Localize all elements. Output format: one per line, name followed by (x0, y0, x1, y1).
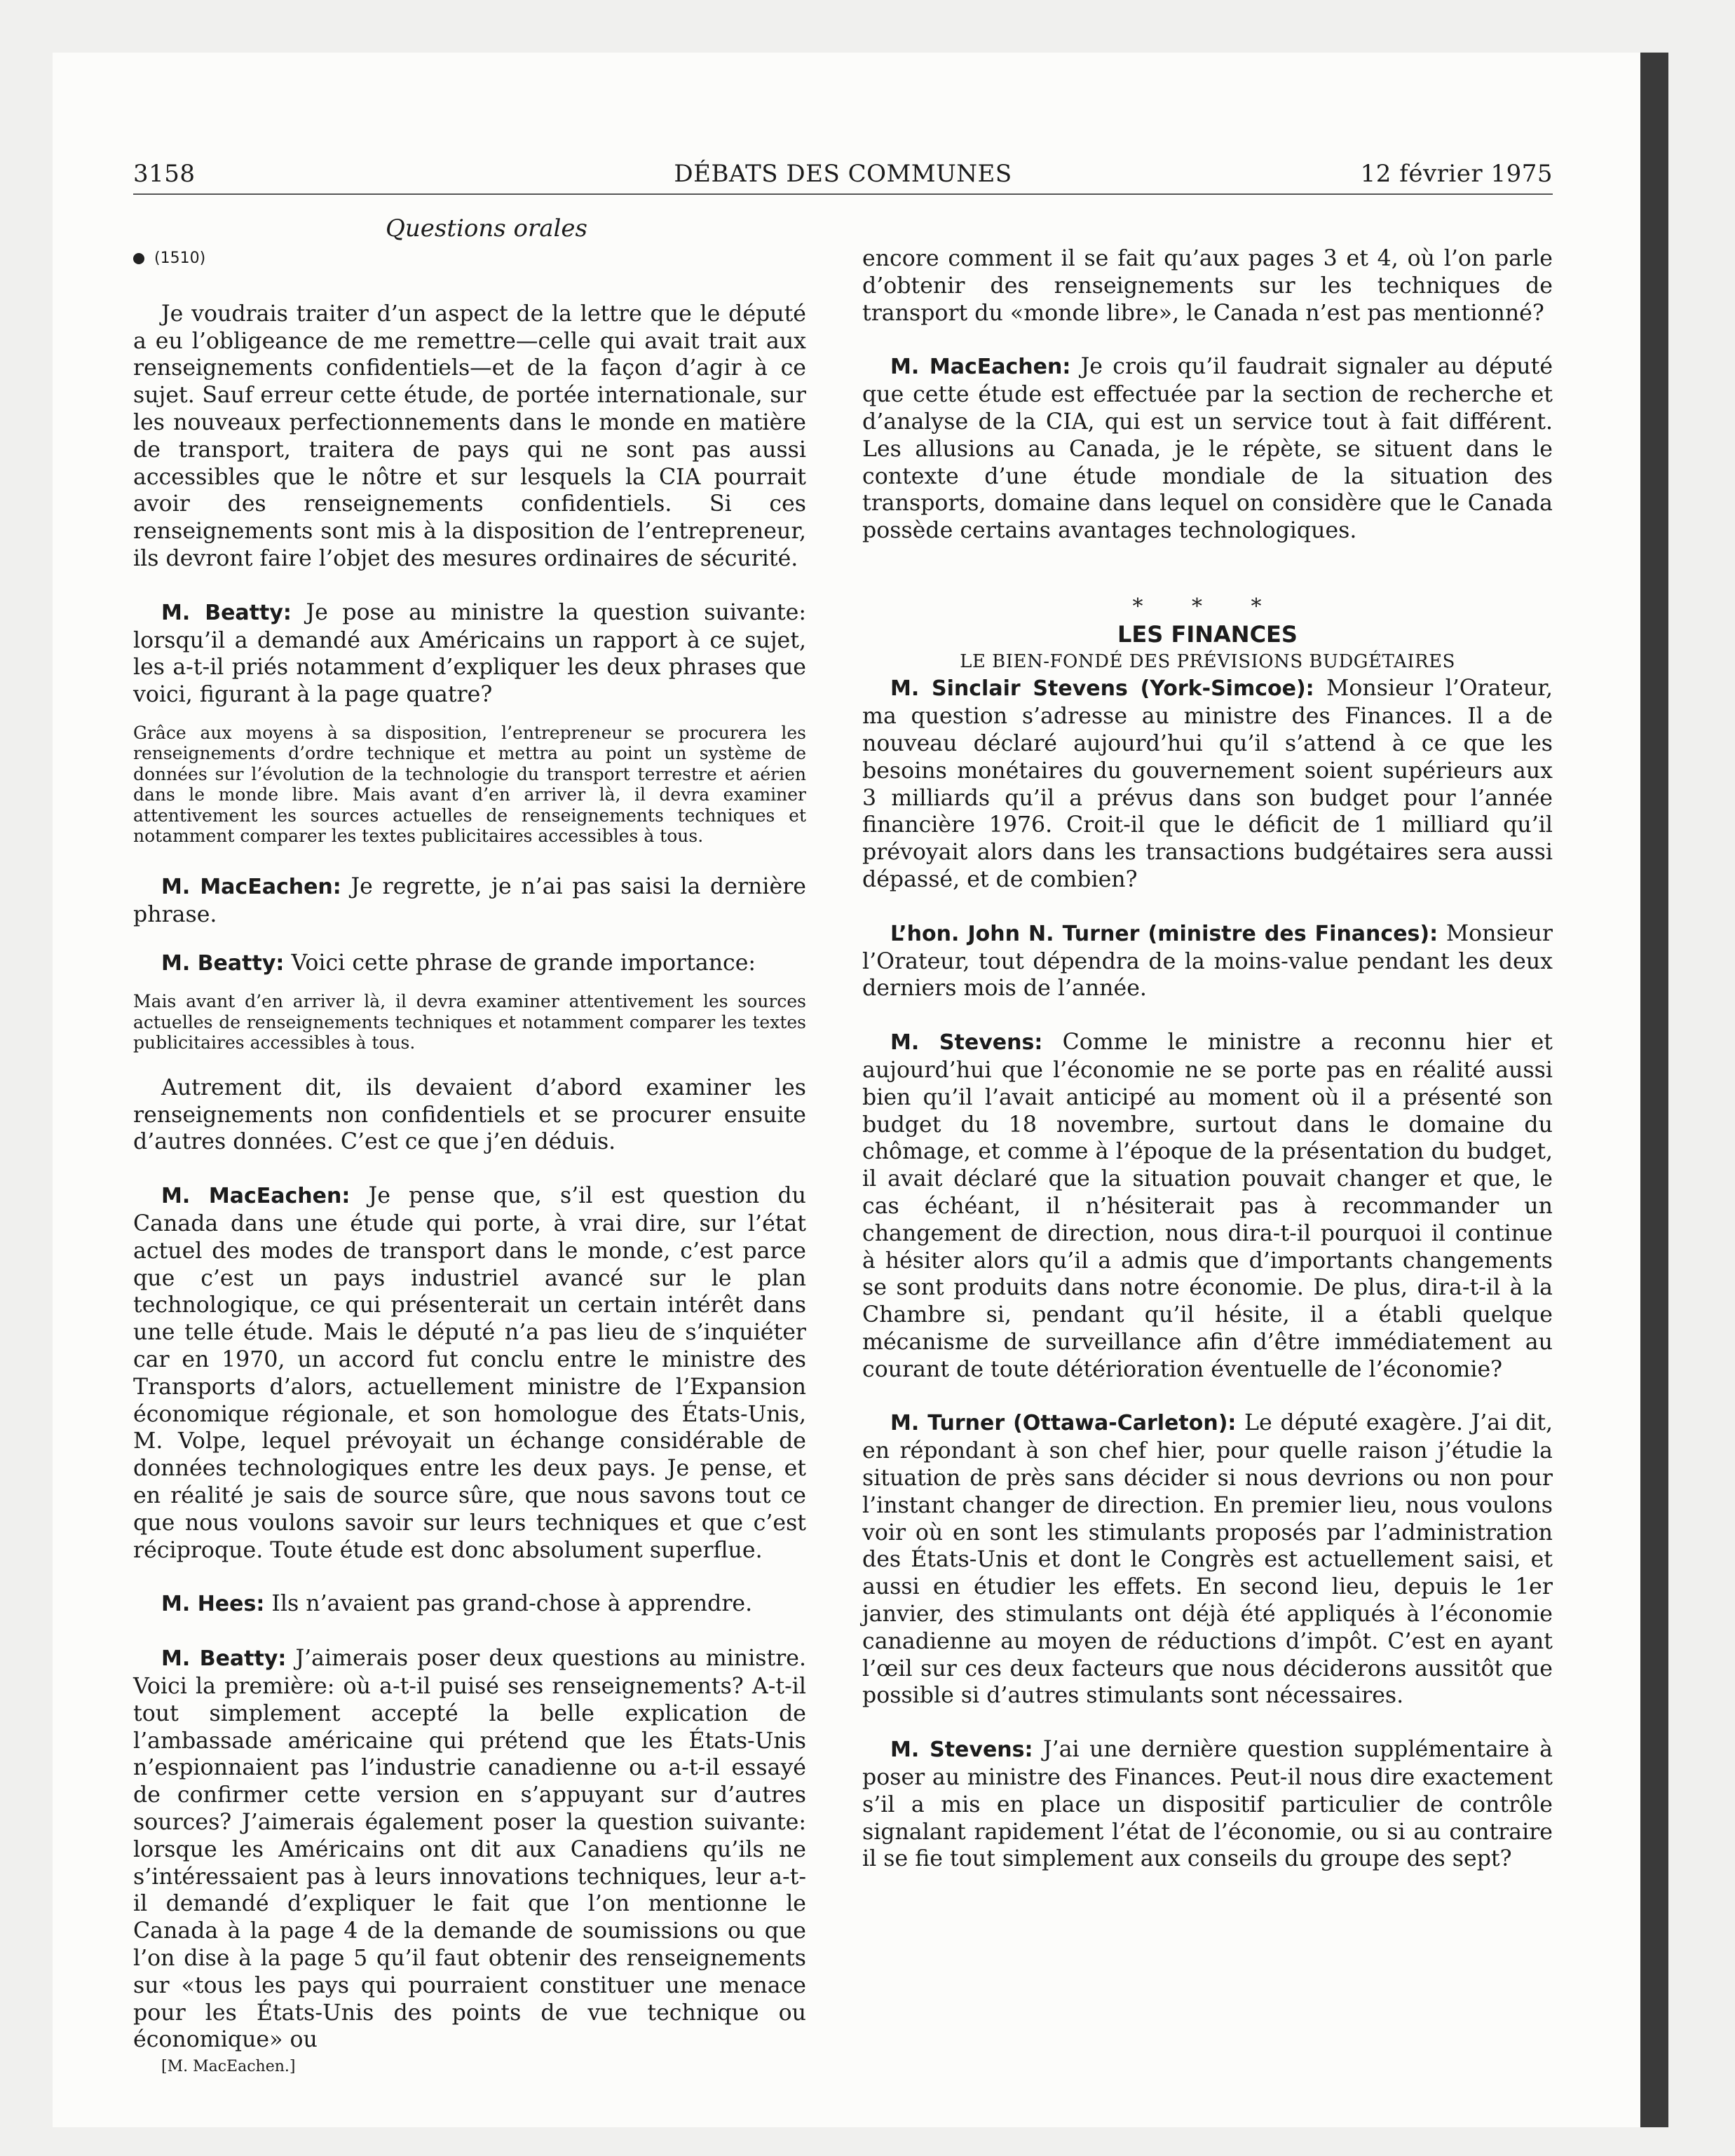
paragraph (133, 1182, 806, 1564)
speech-text: Le député exagère. J’ai dit, en répondant à son chef hier, pour quelle raison j’étudie la situation de près sans décider si nous devrions ou non pour l’instant changer de direction. En premier lieu, nous voulons voir où en sont les stimulants proposés par l’administration des États-Unis et dont le Congrès est actuellement saisi, et aussi en étudier les effets. En second lieu, depuis le 1er janvier, des stimulants ont déjà été appliqués à l’économie canadienne au moyen de réductions d’impôt. C’est en ayant l’œil sur ces deux facteurs que nous déciderons aussitôt que possible si d’autres stimulants sont nécessaires. (862, 1410, 1553, 1709)
speaker-name: M. Hees: (161, 1592, 265, 1617)
speaker-name: M. Stevens: (890, 1030, 1043, 1056)
page-header (133, 160, 1553, 195)
block-quote: Grâce aux moyens à sa disposition, l’entrepreneur se procurera les renseignements d’ordre technique et mettra au point un système de données sur l’évolution de la technologie du transport terrestre et aérien dans le monde libre. Mais avant d’en arriver là, il devra examiner attentivement les sources actuelles de renseignements techniques et notamment comparer les textes publicitaires accessibles à tous. (133, 722, 806, 847)
paragraph (133, 1645, 806, 2054)
speaker-name: M. Beatty: (161, 600, 292, 625)
speech-text: Je pose au ministre la question suivante: lorsqu’il a demandé aux Américains un rapport à ce sujet, les a-t-il priés notamment d’expliquer les deux phrases que voici, figurant à la page quatre? (133, 599, 807, 708)
section-separator: * * * (1132, 594, 1283, 619)
speaker-name: M. Turner (Ottawa-Carleton): (890, 1411, 1237, 1436)
publication-title: DÉBATS DES COMMUNES (674, 160, 1012, 188)
speech-text: Voici cette phrase de grande importance: (291, 950, 756, 976)
speaker-name: M. Stevens: (890, 1738, 1033, 1763)
timestamp (133, 245, 806, 273)
speech-text: Comme le ministre a reconnu hier et aujourd’hui que l’économie ne se porte pas en réalité aussi bien qu’il l’avait anticipé au moment où il a présenté son budget du 18 novembre, surtout dans le domaine du chômage, et comme à l’époque de la présentation du budget, il avait déclaré que la situation pouvait changer et que, le cas échéant, il n’hésiterait pas à recommander un changement de direction, nous dira-t-il pourquoi il continue à hésiter alors qu’il a admis que d’importants changements se sont produits dans notre économie. De plus, dira-t-il à la Chambre si, pendant qu’il hésite, il a établi quelque mécanisme de surveillance afin d’être immédiatement au courant de toute détérioration éventuelle de l’économie? (862, 1030, 1553, 1382)
paragraph (133, 1590, 806, 1618)
speaker-name: M. Beatty: (161, 1646, 287, 1672)
paragraph: encore comment il se fait qu’aux pages 3 et 4, où l’on parle d’obtenir des renseignements sur les techniques de transport du «monde libre», le Canada n’est pas mentionné? (862, 246, 1553, 326)
speech-text: J’ai une dernière question supplémentaire à poser au ministre des Finances. Peut-il nous dire exactement s’il a mis en place un dispositif particulier de contrôle signalant rapidement l’état de l’économie, ou si au contraire il se fie tout simplement aux conseils du groupe des sept? (862, 1737, 1553, 1872)
speech-text: Je pense que, s’il est question du Canada dans une étude qui porte, à vrai dire, sur l’état actuel des modes de transport dans le monde, c’est parce que c’est un pays industriel avancé sur le plan technologique, ce qui présenterait un certain intérêt dans une telle étude. Mais le député n’a pas lieu de s’inquiéter car en 1970, un accord fut conclu entre le ministre des Transports d’alors, actuellement ministre de l’Expansion économique régionale, et son homologue des États-Unis, M. Volpe, lequel prévoyait un échange considérable de données technologiques entre les deux pays. Je pense, et en réalité je sais de source sûre, que nous savons tout ce que nous voulons savoir sur leurs techniques et que c’est réciproque. Toute étude est donc absolument superflue. (133, 1183, 806, 1563)
paragraph (862, 1029, 1553, 1383)
page-number: 3158 (133, 160, 196, 188)
paragraph (133, 950, 806, 978)
speech-text: Je crois qu’il faudrait signaler au député que cette étude est effectuée par la section de recherche et d’analyse de la CIA, qui est un service tout à fait différent. Les allusions au Canada, je le répète, se situent dans le contexte d’une étude mondiale de la situation des transports, domaine dans lequel on considère que le Canada possède certains avantages technologiques. (862, 354, 1553, 544)
block-quote: Mais avant d’en arriver là, il devra examiner attentivement les sources actuelles de renseignements techniques et notamment comparer les textes publicitaires accessibles à tous. (133, 991, 806, 1053)
speech-text: Monsieur l’Orateur, tout dépendra de la moins-value pendant les deux derniers mois de l’année. (862, 920, 1553, 1002)
paragraph (862, 675, 1553, 893)
right-column (862, 245, 1553, 1873)
speaker-name: M. MacEachen: (890, 355, 1071, 380)
speaker-name: M. Sinclair Stevens (York-Simcoe): (890, 676, 1314, 702)
section-subhead: Questions orales (386, 214, 587, 243)
section-subtitle: LE BIEN-FONDÉ DES PRÉVISIONS BUDGÉTAIRES (960, 650, 1455, 672)
bullet-icon (133, 253, 144, 264)
paragraph (133, 873, 806, 929)
speaker-name: M. Beatty: (161, 950, 285, 976)
left-column (133, 245, 806, 2081)
section-title: LES FINANCES (1117, 620, 1298, 648)
speaker-name: M. MacEachen: (161, 1184, 351, 1209)
paragraph (862, 353, 1553, 545)
speech-text: Ils n’avaient pas grand-chose à apprendre. (271, 1591, 753, 1617)
speaker-name: L’hon. John N. Turner (ministre des Finances): (890, 921, 1438, 946)
speech-text: Monsieur l’Orateur, ma question s’adresse au ministre des Finances. Il a de nouveau déclaré aujourd’hui qu’il s’attend à ce que les besoins monétaires du gouvernement soient supérieurs aux 3 milliards qu’il a prévus dans son budget pour l’année financière 1976. Croit-il que le déficit de 1 milliard qu’il prévoyait alors dans les transactions budgétaires sera aussi dépassé, et de combien? (862, 676, 1553, 892)
paragraph: Autrement dit, ils devaient d’abord examiner les renseignements non confidentiels et se procurer ensuite d’autres données. C’est ce que j’en déduis. (133, 1074, 806, 1155)
paragraph (862, 1410, 1553, 1710)
paragraph (133, 599, 806, 709)
speech-text: J’aimerais poser deux questions au ministre. Voici la première: où a-t-il puisé ses renseignements? A-t-il tout simplement accepté la belle explication de l’ambassade américaine qui prétend que les États-Unis n’espionnaient pas l’industrie canadienne ou a-t-il essayé de confirmer cette version en s’appuyant sur d’autres sources? J’aimerais également poser la question suivante: lorsque les Américains ont dit aux Canadiens qu’ils ne s’intéressaient pas à leurs innovations techniques, leur a-t-il demandé d’expliquer le fait que l’on mentionne le Canada à la page 4 de la demande de soumissions ou que l’on dise à la page 5 qu’il faut obtenir des renseignements sur «tous les pays qui pourraient constituer une menace pour les États-Unis des points de vue technique ou économique» ou (133, 1646, 806, 2053)
speaker-attribution: [M. MacEachen.] (161, 2058, 296, 2076)
timestamp-text: (1510) (154, 250, 206, 267)
speech-text: Je regrette, je n’ai pas saisi la dernière phrase. (133, 873, 807, 927)
paragraph (862, 920, 1553, 1002)
scan-edge-bar (1640, 53, 1668, 2127)
page-date: 12 février 1975 (1360, 160, 1553, 188)
paragraph: Je voudrais traiter d’un aspect de la lettre que le député a eu l’obligeance de me remettre—celle qui avait trait aux renseignements confidentiels—et de la façon d’agir à ce sujet. Sauf erreur cette étude, de portée internationale, sur les nouveaux perfectionnements dans le monde en matière de transport, traitera de pays qui ne sont pas aussi accessibles que le nôtre et sur lesquels la CIA pourrait avoir des renseignements confidentiels. Si ces renseignements sont mis à la disposition de l’entrepreneur, ils devront faire l’objet des mesures ordinaires de sécurité. (133, 301, 806, 571)
speaker-name: M. MacEachen: (161, 874, 341, 899)
paragraph (862, 1736, 1553, 1873)
